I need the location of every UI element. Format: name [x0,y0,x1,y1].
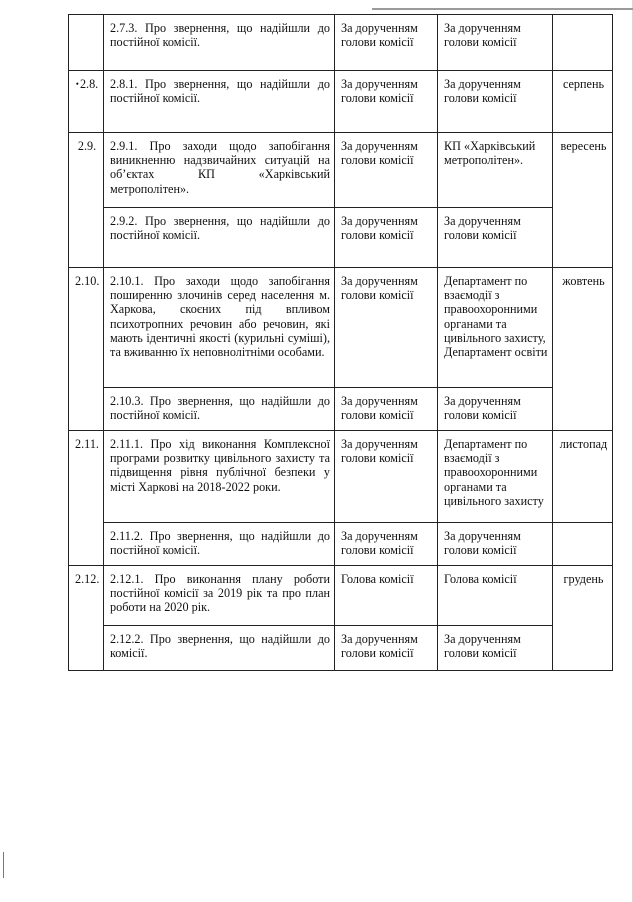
item-number [69,15,104,71]
item-responsible: КП «Харківський метрополітен». [438,133,553,208]
item-topic: 2.8.1. Про звернення, що надійшли до постійної комісії. [104,71,335,133]
item-topic: 2.11.2. Про звернення, що надійшли до постійної комісії. [104,523,335,566]
item-month: грудень [553,566,613,671]
item-responsible: Департамент по взаємодії з правоохоронними органами та цивільного захисту, Департамент освіти [438,268,553,388]
table-row [69,71,613,133]
item-number: 2.9. [69,133,104,268]
item-deadline: За дорученням голови комісії [335,15,438,71]
table-row [69,626,613,671]
item-responsible: За дорученням голови комісії [438,388,553,431]
item-month: жовтень [553,268,613,431]
item-topic: 2.10.1. Про заходи щодо запобігання поширенню злочинів серед населення м. Харкова, скоєних під впливом психотропних речовин або речовин, які мають ідентичні якості (курильні суміші), та вживанню їх неповнолітніми особами. [104,268,335,388]
table-row [69,431,613,523]
work-plan-table [68,14,613,671]
item-number: 2.8. [79,77,99,91]
item-month-empty [553,523,613,566]
table-row [69,388,613,431]
item-deadline: За дорученням голови комісії [335,268,438,388]
item-number-cell [69,71,104,133]
item-topic: 2.7.3. Про звернення, що надійшли до постійної комісії. [104,15,335,71]
item-deadline: За дорученням голови комісії [335,133,438,208]
item-number: 2.12. [69,566,104,671]
item-deadline: За дорученням голови комісії [335,626,438,671]
item-number: 2.10. [69,268,104,431]
table-row [69,523,613,566]
item-responsible: За дорученням голови комісії [438,15,553,71]
table-row [69,15,613,71]
table-row [69,566,613,626]
item-deadline: За дорученням голови комісії [335,388,438,431]
item-topic: 2.12.1. Про виконання плану роботи постійної комісії за 2019 рік та про план роботи на 2020 рік. [104,566,335,626]
item-deadline: За дорученням голови комісії [335,523,438,566]
item-deadline: За дорученням голови комісії [335,431,438,523]
item-month [553,15,613,71]
item-month: листопад [553,431,613,523]
item-deadline: За дорученням голови комісії [335,208,438,268]
scan-dot-mark: • [75,79,79,89]
item-responsible: За дорученням голови комісії [438,208,553,268]
item-responsible: За дорученням голови комісії [438,71,553,133]
table-row [69,133,613,208]
table-row [69,208,613,268]
table-row [69,268,613,388]
item-topic: 2.12.2. Про звернення, що надійшли до комісії. [104,626,335,671]
item-month: серпень [553,71,613,133]
top-rule [372,8,633,10]
scan-mark [3,852,4,878]
item-responsible: Голова комісії [438,566,553,626]
item-responsible: За дорученням голови комісії [438,626,553,671]
item-topic: 2.9.2. Про звернення, що надійшли до постійної комісії. [104,208,335,268]
item-deadline: За дорученням голови комісії [335,71,438,133]
item-topic: 2.11.1. Про хід виконання Комплексної програми розвитку цивільного захисту та підвищення рівня публічної безпеки у місті Харкові на 2018-2022 роки. [104,431,335,523]
item-deadline: Голова комісії [335,566,438,626]
item-topic: 2.10.3. Про звернення, що надійшли до постійної комісії. [104,388,335,431]
item-topic: 2.9.1. Про заходи щодо запобігання виникненню надзвичайних ситуацій на об’єктах КП «Харківський метрополітен». [104,133,335,208]
item-month: вересень [553,133,613,268]
item-responsible: Департамент по взаємодії з правоохоронними органами та цивільного захисту [438,431,553,523]
item-responsible: За дорученням голови комісії [438,523,553,566]
item-number: 2.11. [69,431,104,566]
